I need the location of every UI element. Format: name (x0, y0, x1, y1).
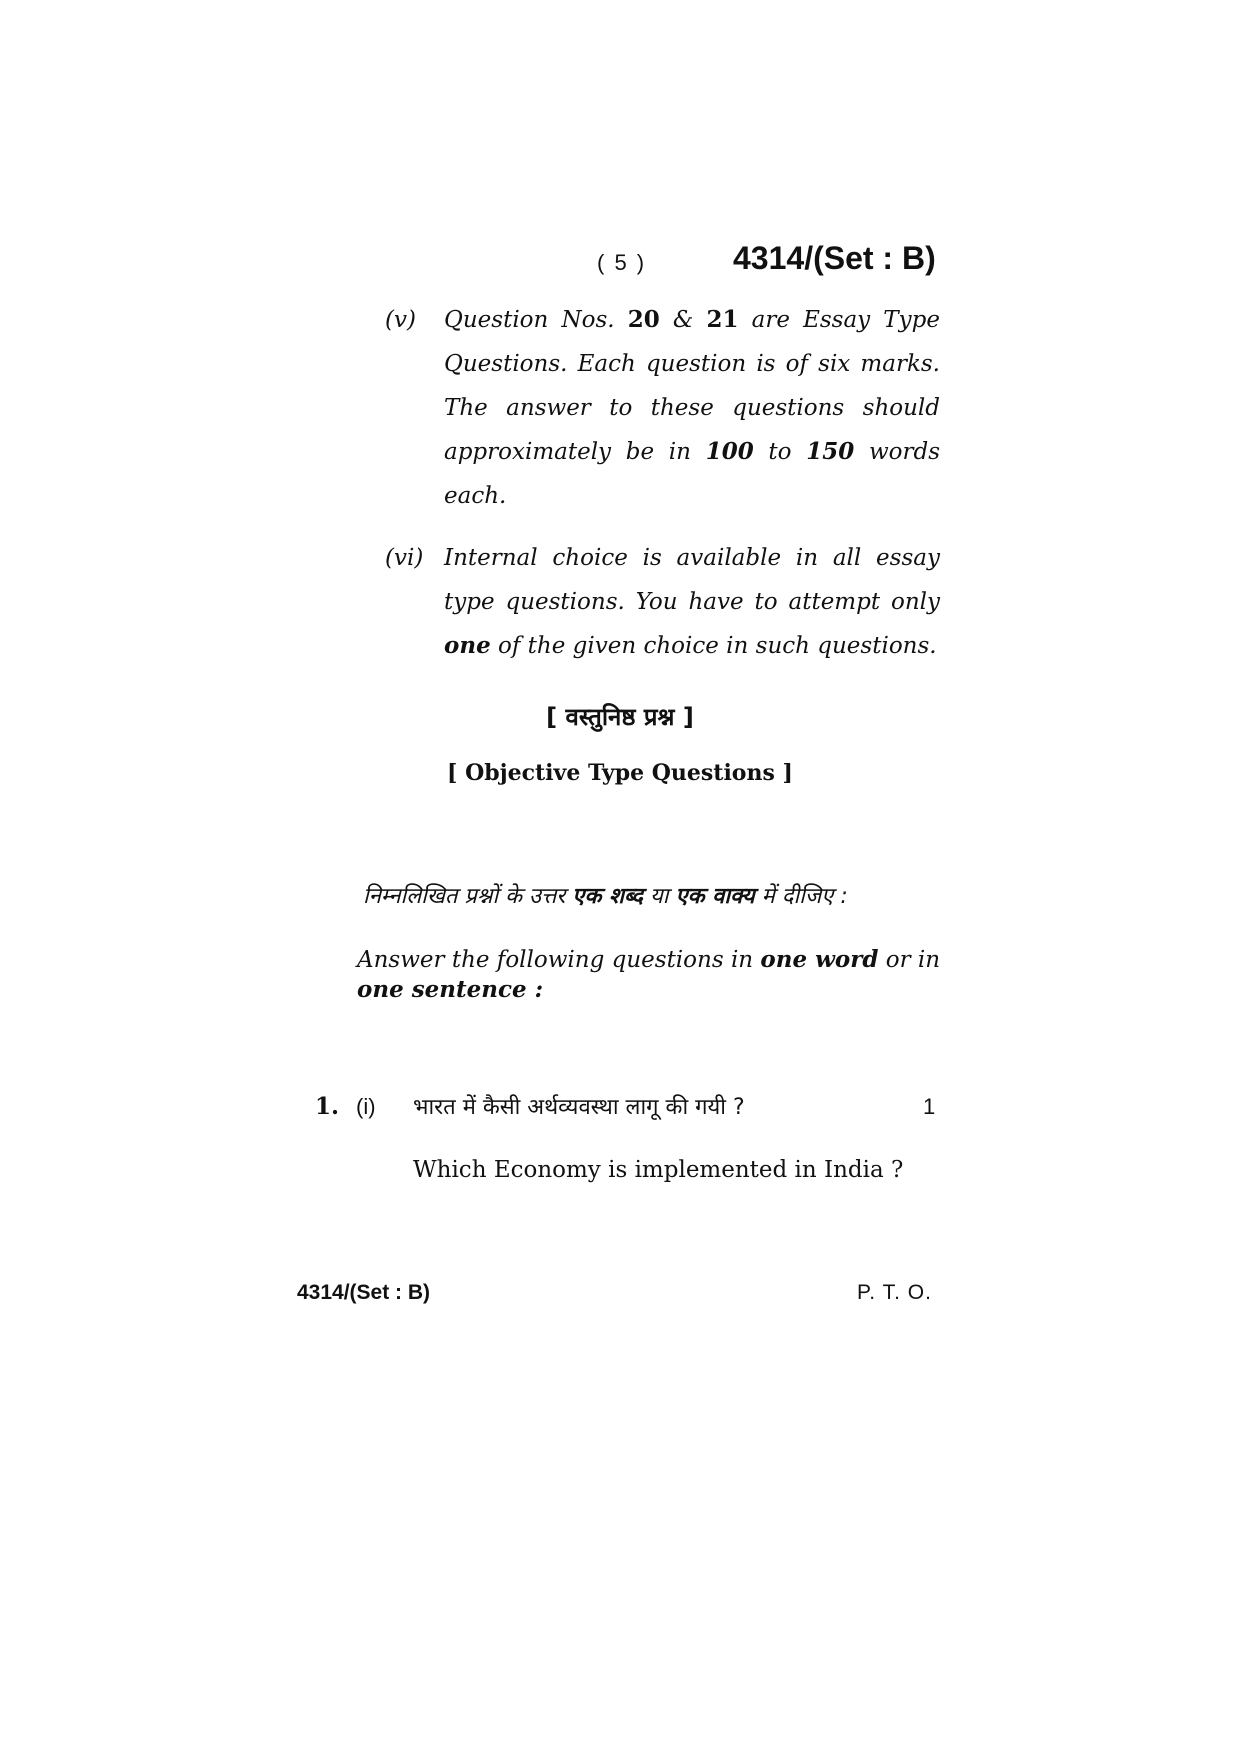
question-number: 1. (315, 1093, 340, 1120)
page-number: ( 5 ) (597, 250, 647, 275)
instruction-text: Question Nos. 20 & 21 are Essay Type Questions. Each question is of six marks. The answer to these questions should approximately be in 100 to 150 words each. (444, 306, 940, 509)
instruction-vi (385, 536, 940, 668)
instruction-numeral: (v) (385, 307, 416, 333)
instruction-v (385, 298, 940, 518)
directions-hindi: निम्नलिखित प्रश्नों के उत्तर एक शब्द या एक वाक्य में दीजिए : (363, 884, 848, 909)
section-heading-hindi: [ वस्तुनिष्ठ प्रश्न ] (546, 703, 694, 731)
question-text-english: Which Economy is implemented in India ? (413, 1157, 904, 1183)
paper-code-header: 4314/(Set : B) (733, 240, 936, 276)
paper-code-footer: 4314/(Set : B) (297, 1281, 431, 1304)
section-heading-english: [ Objective Type Questions ] (447, 760, 793, 786)
instruction-text: Internal choice is available in all essay type questions. You have to attempt only one of the given choice in such questions. (444, 545, 940, 659)
directions-english: Answer the following questions in one word or in one sentence : (357, 946, 941, 1003)
question-sub-number: (i) (356, 1094, 376, 1119)
question-marks: 1 (923, 1094, 936, 1119)
question-text-hindi: भारत में कैसी अर्थव्यवस्था लागू की गयी ? (413, 1095, 745, 1120)
please-turn-over: P. T. O. (857, 1281, 932, 1304)
instruction-numeral: (vi) (385, 545, 424, 571)
